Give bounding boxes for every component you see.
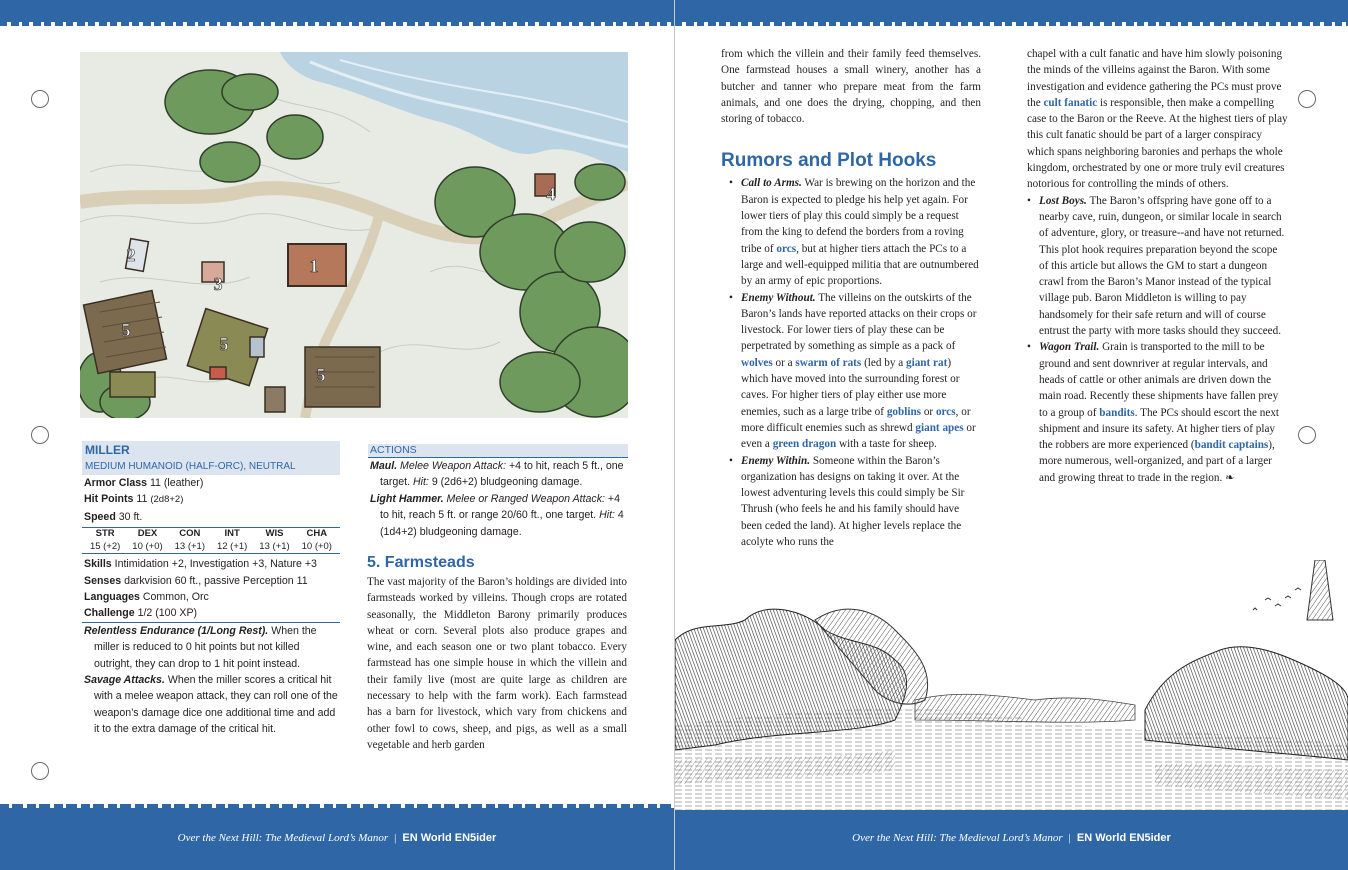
hook-enemy-within-continued: chapel with a cult fanatic and have him slowly poisoning the minds of the villeins against the Baron. With some investigation and evidence gathering the PCs must prove the cult fanatic is responsible, then make a compelling case to the Baron or the Reeve. At the highest tiers of play this cult fanatic should be part of a larger conspiracy which spans neighboring baronies and perhaps the whole kingdom, orchestrated by one or more truly evil creatures notorious for controlling the minds of others. [1027, 48, 1288, 191]
farmsteads-continuation: from which the villein and their family feed themselves. One farmstead houses a small winery, another has a butcher and tanner who prepare meat from the farm animals, and one does the drying, chopping, and then storing of tobacco. [721, 48, 981, 126]
hook-enemy-without: • Enemy Without. The villeins on the outskirts of the Baron’s lands have reported attacks on their crops or livestock. For lower tiers of play these can be perpetrated by something as simple as a pack of wolves or a swarm of rats (led by a giant rat) which have moved into the surrounding forest or caves. For higher tiers of play either use more enemies, such as a large tribe of goblins or orcs, or more difficult enemies such as shrewd giant apes or even a green dragon with a taste for sheep. [721, 290, 981, 453]
end-mark-icon: ❧ [1225, 471, 1235, 484]
ability-int: INT 12 (+1) [216, 528, 248, 552]
map-label: 4 [546, 184, 556, 204]
map-illustration [80, 52, 628, 418]
ability-con: CON 13 (+1) [174, 528, 205, 552]
ability-wis: WIS 13 (+1) [259, 528, 290, 552]
footer-title: Over the Next Hill: The Medieval Lord’s Manor [177, 832, 389, 844]
farmsteads-paragraph: The vast majority of the Baron’s holdings are divided into farmsteads worked by villeins. Though crops are rotated seasonally, the Middleton Barony primarily produces wheat or corn. Several plots also produce grapes and wine, and each season one or two plant tobacco. Every farmstead has one simple house in which the villein and their family live (most are quite large as children are necessary to help with the farm work). Each farmstead has a barn for livestock, which vary from chickens and other fowl to cows, sheep, and pigs, as well as a small vegetable and herb garden [367, 576, 627, 751]
top-border [0, 0, 674, 22]
link-orcs[interactable]: orcs [935, 405, 956, 418]
actions-block [368, 444, 628, 540]
link-bandit-captains[interactable]: bandit captains [1194, 439, 1269, 452]
right-column-1 [721, 46, 981, 550]
binder-hole-icon [31, 426, 49, 444]
trait-relentless-endurance: Relentless Endurance (1/Long Rest). When the miller is reduced to 0 hit points but not killed outright, they can drop to 1 hit point instead. [84, 624, 317, 670]
ability-scores [82, 527, 340, 554]
creature-name: MILLER [85, 443, 130, 457]
skills: Skills Intimidation +2, Investigation +3, Nature +3 [84, 558, 317, 571]
challenge: Challenge 1/2 (100 XP) [82, 605, 340, 622]
senses: Senses darkvision 60 ft., passive Perception 11 [84, 574, 308, 587]
footer-band [0, 808, 674, 870]
languages: Languages Common, Orc [84, 591, 209, 604]
farmsteads-heading: 5. Farmsteads [367, 554, 475, 571]
hook-lost-boys: • Lost Boys. The Baron’s offspring have gone off to a nearby cave, ruin, dungeon, or similar locale in search of adventure, glory, or treasure--and have not returned. This plot hook requires preparation beyond the scope of this article but allows the GM to start a dungeon crawl from the Baron’s Manor instead of the typical village pub. Baron Middleton is willing to pay handsomely for their safe return and will of course entrust the party with more tasks should they succeed. [1027, 193, 1289, 340]
link-green-dragon[interactable]: green dragon [772, 438, 837, 451]
footer-title: Over the Next Hill: The Medieval Lord’s Manor [852, 832, 1063, 844]
footer-brand: EN World EN5ider [402, 832, 497, 844]
farmstead-map [80, 52, 628, 418]
actions-title: ACTIONS [368, 444, 628, 458]
binder-hole-icon [1298, 90, 1316, 108]
trait-savage-attacks: Savage Attacks. When the miller scores a critical hit with a melee weapon attack, they can roll one of the weapon’s damage dice one additional time and add it to the extra damage of the critical hit. [84, 674, 338, 736]
link-giant-apes[interactable]: giant apes [915, 421, 964, 434]
ability-dex: DEX 10 (+0) [132, 528, 163, 552]
binder-hole-icon [31, 762, 49, 780]
action-light-hammer: Light Hammer. Melee or Ranged Weapon Attack: +4 to hit, reach 5 ft. or range 20/60 ft., one target. Hit: 4 (1d4+2) bludgeoning damage. [370, 492, 624, 538]
link-giant-rat[interactable]: giant rat [906, 356, 948, 369]
ability-str: STR 15 (+2) [89, 528, 121, 552]
link-bandits[interactable]: bandits [1099, 406, 1135, 419]
hit-points: Hit Points 11 (2d8+2) [84, 493, 184, 506]
map-label: 5 [219, 334, 229, 354]
footer-brand: EN World EN5ider [1076, 832, 1171, 844]
binder-hole-icon [1298, 426, 1316, 444]
landscape-engraving [675, 560, 1348, 810]
rumors-heading: Rumors and Plot Hooks [721, 150, 937, 172]
hook-enemy-within: • Enemy Within. Someone within the Baron’s organization has designs on taking it over. At the lowest adventuring levels this could simply be Sir Thrush (who feels he and his family should have been ceded the land). At higher levels replace the acolyte who runs the [721, 453, 981, 551]
ability-cha: CHA 10 (+0) [301, 528, 332, 552]
top-border [675, 0, 1348, 22]
map-label: 2 [126, 245, 136, 265]
binder-hole-icon [31, 90, 49, 108]
creature-type: MEDIUM HUMANOID (HALF-ORC), NEUTRAL [85, 461, 296, 472]
link-cult-fanatic[interactable]: cult fanatic [1043, 96, 1098, 109]
page-footer: Over the Next Hill: The Medieval Lord’s Manor | EN World EN5ider [852, 832, 1171, 844]
page-footer: Over the Next Hill: The Medieval Lord’s Manor | EN World EN5ider [177, 832, 497, 844]
map-label: 3 [213, 274, 223, 294]
hook-wagon-trail: • Wagon Trail. Grain is transported to the mill to be ground and sent downriver at regular intervals, and heads of cattle or other animals are driven down the main road. Recently these shipments have fallen prey to a group of bandits. The PCs should escort the next shipment and insure its safety. At higher tiers of play the robbers are more experienced (bandit captains), more numerous, well-organized, and part of a larger and growing threat to trade in the region. ❧ [1027, 339, 1289, 486]
stat-block-header [82, 441, 340, 475]
speed: Speed 30 ft. [84, 510, 143, 523]
right-column-2 [1027, 46, 1289, 486]
landscape-illustration [675, 560, 1348, 810]
map-label: 1 [309, 256, 319, 276]
link-goblins[interactable]: goblins [886, 405, 922, 418]
link-wolves[interactable]: wolves [741, 356, 773, 369]
armor-class: Armor Class 11 (leather) [84, 477, 204, 489]
map-label: 5 [316, 365, 326, 385]
hook-call-to-arms: • Call to Arms. War is brewing on the horizon and the Baron is expected to pledge his help yet again. For lower tiers of play this could simply be a request from the king to defend the borders from a roving tribe of orcs, but at higher tiers attach the PCs to a large and well-equipped militia that are outnumbered by an army of epic proportions. [721, 175, 981, 289]
footer-band [675, 808, 1348, 870]
link-orcs[interactable]: orcs [776, 242, 797, 255]
link-swarm-of-rats[interactable]: swarm of rats [795, 356, 862, 369]
stat-block [82, 441, 340, 738]
map-label: 5 [121, 320, 131, 340]
action-maul: Maul. Melee Weapon Attack: +4 to hit, reach 5 ft., one target. Hit: 9 (2d6+2) bludgeoning damage. [370, 460, 624, 489]
farmsteads-section [367, 552, 627, 753]
